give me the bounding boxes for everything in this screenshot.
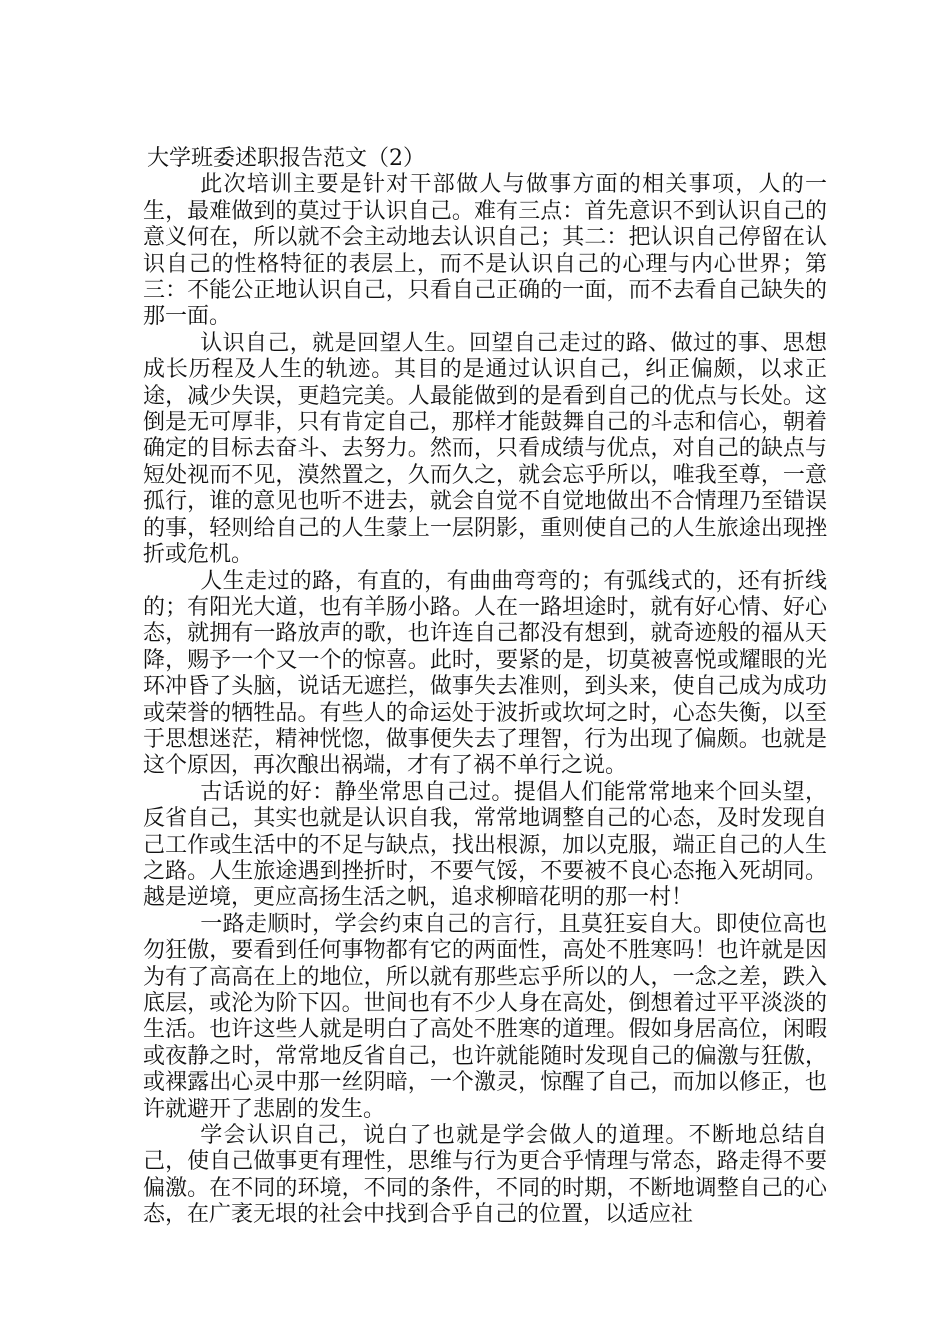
document-page <box>143 146 827 1229</box>
paragraph: 此次培训主要是针对干部做人与做事方面的相关事项，人的一生，最难做到的莫过于认识自己。难有三点：首先意识不到认识自己的意义何在，所以就不会主动地去认识自己；其二：把认识自己停留在认识自己的性格特征的表层上，而不是认识自己的心理与内心世界；第三：不能公正地认识自己，只看自己正确的一面，而不去看自己缺失的那一面。 <box>143 172 827 330</box>
paragraph: 认识自己，就是回望人生。回望自己走过的路、做过的事、思想成长历程及人生的轨迹。其目的是通过认识自己，纠正偏颇，以求正途，减少失误，更趋完美。人最能做到的是看到自己的优点与长处。这倒是无可厚非，只有肯定自己，那样才能鼓舞自己的斗志和信心，朝着确定的目标去奋斗、去努力。然而，只看成绩与优点，对自己的缺点与短处视而不见，漠然置之，久而久之，就会忘乎所以，唯我至尊，一意孤行，谁的意见也听不进去，就会自觉不自觉地做出不合情理乃至错误的事，轻则给自己的人生蒙上一层阴影，重则使自己的人生旅途出现挫折或危机。 <box>143 330 827 568</box>
paragraph: 一路走顺时，学会约束自己的言行，且莫狂妄自大。即使位高也勿狂傲，要看到任何事物都有它的两面性，高处不胜寒吗！也许就是因为有了高高在上的地位，所以就有那些忘乎所以的人，一念之差，跌入底层，或沦为阶下囚。世间也有不少人身在高处，倒想着过平平淡淡的生活。也许这些人就是明白了高处不胜寒的道理。假如身居高位，闲暇或夜静之时，常常地反省自己，也许就能随时发现自己的偏激与狂傲，或裸露出心灵中那一丝阴暗，一个激灵，惊醒了自己，而加以修正，也许就避开了悲剧的发生。 <box>143 911 827 1122</box>
paragraph: 人生走过的路，有直的，有曲曲弯弯的；有弧线式的，还有折线的；有阳光大道，也有羊肠小路。人在一路坦途时，就有好心情、好心态，就拥有一路放声的歌，也许连自己都没有想到，就奇迹般的福从天降，赐予一个又一个的惊喜。此时，要紧的是，切莫被喜悦或耀眼的光环冲昏了头脑，说话无遮拦，做事失去准则，到头来，使自己成为成功或荣誉的牺牲品。有些人的命运处于波折或坎坷之时，心态失衡，以至于思想迷茫，精神恍惚，做事便失去了理智，行为出现了偏颇。也就是这个原因，再次酿出祸端，才有了祸不单行之说。 <box>143 568 827 779</box>
paragraph: 古话说的好：静坐常思自己过。提倡人们能常常地来个回头望，反省自己，其实也就是认识自我，常常地调整自己的心态，及时发现自己工作或生活中的不足与缺点，找出根源，加以克服，端正自己的人生之路。人生旅途遇到挫折时，不要气馁，不要被不良心态拖入死胡同。越是逆境，更应高扬生活之帆，追求柳暗花明的那一村！ <box>143 779 827 911</box>
document-title: 大学班委述职报告范文（2） <box>147 146 425 171</box>
paragraph: 学会认识自己，说白了也就是学会做人的道理。不断地总结自己，使自己做事更有理性，思维与行为更合乎情理与常态，路走得不要偏激。在不同的环境，不同的条件，不同的时期，不断地调整自己的心态，在广袤无垠的社会中找到合乎自己的位置，以适应社 <box>143 1123 827 1228</box>
